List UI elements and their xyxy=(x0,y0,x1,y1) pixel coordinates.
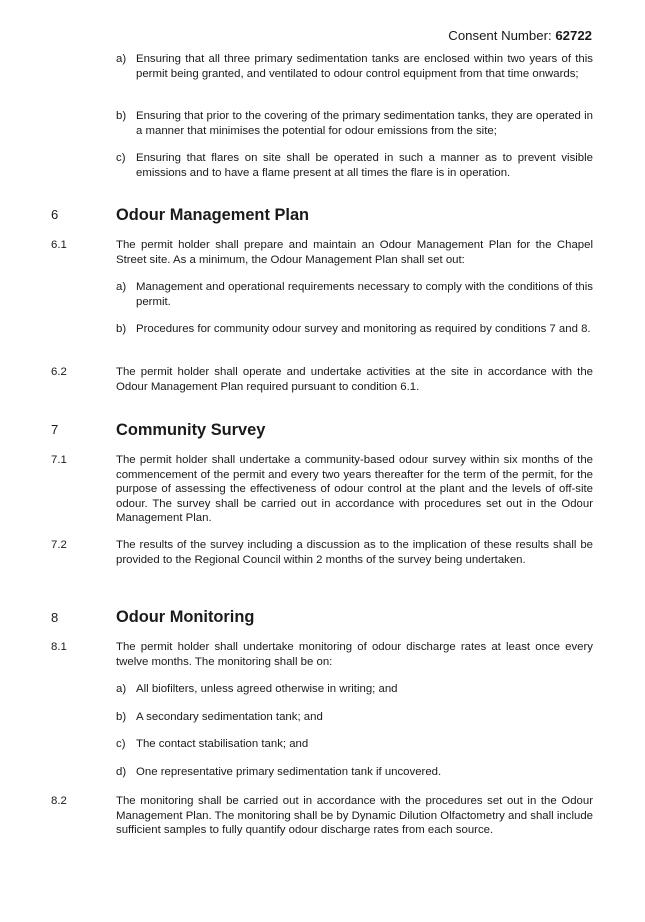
section-title: Community Survey xyxy=(116,421,266,439)
consent-number-header xyxy=(448,28,592,44)
clause-text: The permit holder shall prepare and maintain an Odour Management Plan for the Chapel Street site. As a minimum, the Odour Management Plan shall set out: xyxy=(116,239,593,266)
list-text: Ensuring that all three primary sedimentation tanks are enclosed within two years of this permit being granted, and ventilated to odour control equipment from that time onwards; xyxy=(136,53,593,80)
list-letter: a) xyxy=(116,683,127,695)
list-item xyxy=(116,151,593,180)
section-number: 8 xyxy=(51,610,59,625)
list-item xyxy=(116,737,593,752)
clause-number: 6.1 xyxy=(51,239,67,251)
section-number: 6 xyxy=(51,207,59,222)
list-text: All biofilters, unless agreed otherwise in writing; and xyxy=(136,683,398,695)
clause-text: The monitoring shall be carried out in accordance with the procedures set out in the Odour Management Plan. The monitoring shall be by Dynamic Dilution Olfactometry and shall include sufficient samples to fully quantify odour discharge rates from each source. xyxy=(116,795,593,836)
clause-number: 8.1 xyxy=(51,641,67,653)
list-item xyxy=(116,682,593,697)
list-letter: a) xyxy=(116,53,127,65)
clause-text: The permit holder shall operate and undertake activities at the site in accordance with the Odour Management Plan required pursuant to condition 6.1. xyxy=(116,366,593,393)
clause-number: 6.2 xyxy=(51,366,67,378)
section-title: Odour Management Plan xyxy=(116,206,310,224)
list-text: The contact stabilisation tank; and xyxy=(136,738,309,750)
consent-number: 62722 xyxy=(555,28,592,43)
list-item xyxy=(116,109,593,138)
list-text: Management and operational requirements necessary to comply with the conditions of this permit. xyxy=(136,281,593,308)
list-item xyxy=(116,280,593,309)
list-text: Ensuring that flares on site shall be operated in such a manner as to prevent visible emissions and to have a flame present at all times the flare is in operation. xyxy=(136,152,593,179)
list-item xyxy=(116,710,593,725)
clause-text: The results of the survey including a discussion as to the implication of these results shall be provided to the Regional Council within 2 months of the survey being undertaken. xyxy=(116,539,593,566)
list-item xyxy=(116,765,593,780)
list-text: Procedures for community odour survey and monitoring as required by conditions 7 and 8. xyxy=(136,323,591,335)
clause-number: 7.1 xyxy=(51,454,67,466)
list-item xyxy=(116,52,593,81)
clause-text: The permit holder shall undertake a community-based odour survey within six months of the commencement of the permit and every two years thereafter for the term of the permit, for the purpose of assessing the effectiveness of odour control at the plant and the levels of off-site odour. The survey shall be carried out in accordance with procedures set out in the Odour Management Plan. xyxy=(116,454,593,524)
list-letter: d) xyxy=(116,766,127,778)
list-letter: c) xyxy=(116,152,126,164)
section-title: Odour Monitoring xyxy=(116,608,255,626)
consent-label: Consent Number: xyxy=(448,28,552,43)
list-letter: b) xyxy=(116,323,127,335)
section-number: 7 xyxy=(51,422,59,437)
clause-number: 7.2 xyxy=(51,539,67,551)
list-text: A secondary sedimentation tank; and xyxy=(136,711,323,723)
list-letter: b) xyxy=(116,711,127,723)
list-letter: b) xyxy=(116,110,127,122)
clause-text: The permit holder shall undertake monitoring of odour discharge rates at least once every twelve months. The monitoring shall be on: xyxy=(116,641,593,668)
list-letter: c) xyxy=(116,738,126,750)
list-letter: a) xyxy=(116,281,127,293)
list-text: One representative primary sedimentation tank if uncovered. xyxy=(136,766,442,778)
clause-number: 8.2 xyxy=(51,795,67,807)
list-item xyxy=(116,322,593,337)
list-text: Ensuring that prior to the covering of the primary sedimentation tanks, they are operated in a manner that minimises the potential for odour emissions from the site; xyxy=(136,110,593,137)
